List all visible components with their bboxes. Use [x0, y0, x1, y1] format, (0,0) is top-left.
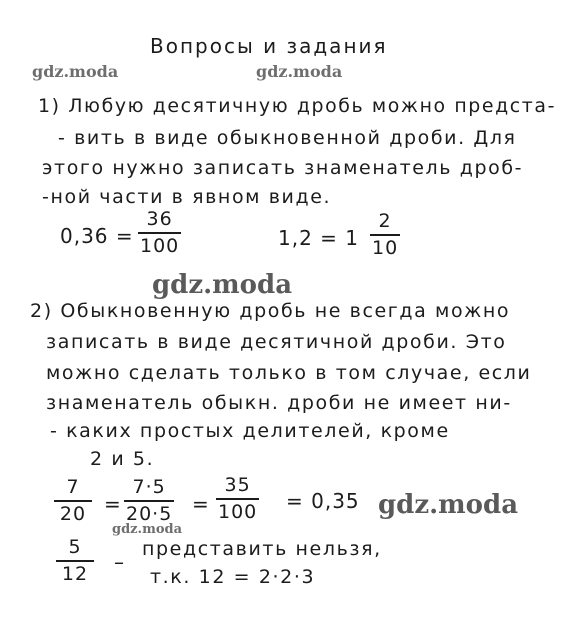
equals-sign: =: [192, 492, 210, 516]
item1-line4: -ной части в явном виде.: [42, 186, 332, 208]
watermark-right: gdz.moda: [378, 490, 519, 520]
item1-line1: 1) Любую десятичную дробь можно предста-: [38, 95, 557, 117]
fraction-denominator: 20: [59, 503, 87, 525]
item1-ex1-fraction: [138, 210, 181, 256]
item2-line2: записать в виде десятичной дроби. Это: [46, 331, 507, 353]
item2-ex2-fraction: [56, 538, 94, 584]
item1-ex2-fraction: [370, 212, 400, 258]
watermark-top-left: gdz.moda: [32, 62, 119, 81]
item1-line3: этого нужно записать знаменатель дроб-: [42, 157, 524, 179]
item2-line3: можно сделать только в том случае, если: [46, 362, 532, 384]
fraction-denominator: 100: [140, 235, 180, 257]
watermark-center: gdz.moda: [152, 270, 293, 300]
fraction-denominator: 100: [218, 501, 258, 523]
item1-ex2-lhs: 1,2 = 1: [278, 226, 360, 250]
fraction-numerator: 35: [224, 474, 251, 496]
fraction-numerator: 2: [378, 210, 392, 232]
item2-line5: - каких простых делителей, кроме: [50, 420, 450, 442]
fraction-denominator: 20·5: [126, 503, 173, 525]
item2-ex1-fraction3: [216, 476, 259, 522]
watermark-top-center: gdz.moda: [256, 62, 343, 81]
item2-ex2-reason: т.к. 12 = 2·2·3: [150, 566, 316, 588]
item1-line2: - вить в виде обыкновенной дроби. Для: [58, 127, 517, 149]
fraction-denominator: 12: [61, 563, 89, 585]
fraction-denominator: 10: [372, 237, 399, 259]
dash-symbol: –: [114, 550, 125, 574]
item2-ex1-fraction2: [124, 478, 174, 524]
fraction-numerator: 5: [68, 536, 82, 558]
item2-ex1-result: = 0,35: [286, 489, 360, 513]
item2-ex1-fraction1: [54, 478, 92, 524]
item1-ex1-lhs: 0,36 =: [60, 224, 134, 248]
item2-line4: знаменатель обыкн. дроби не имеет ни-: [46, 392, 512, 414]
equals-sign: =: [104, 492, 122, 516]
watermark-bottom: gdz.moda: [112, 522, 183, 537]
fraction-numerator: 7·5: [132, 476, 166, 498]
item2-line1: 2) Обыкновенную дробь не всегда можно: [30, 300, 511, 322]
fraction-numerator: 7: [66, 476, 80, 498]
fraction-numerator: 36: [146, 208, 173, 230]
item2-ex2-text: представить нельзя,: [142, 538, 382, 560]
page-title: Вопросы и задания: [150, 34, 388, 58]
item2-line6: 2 и 5.: [90, 448, 155, 470]
